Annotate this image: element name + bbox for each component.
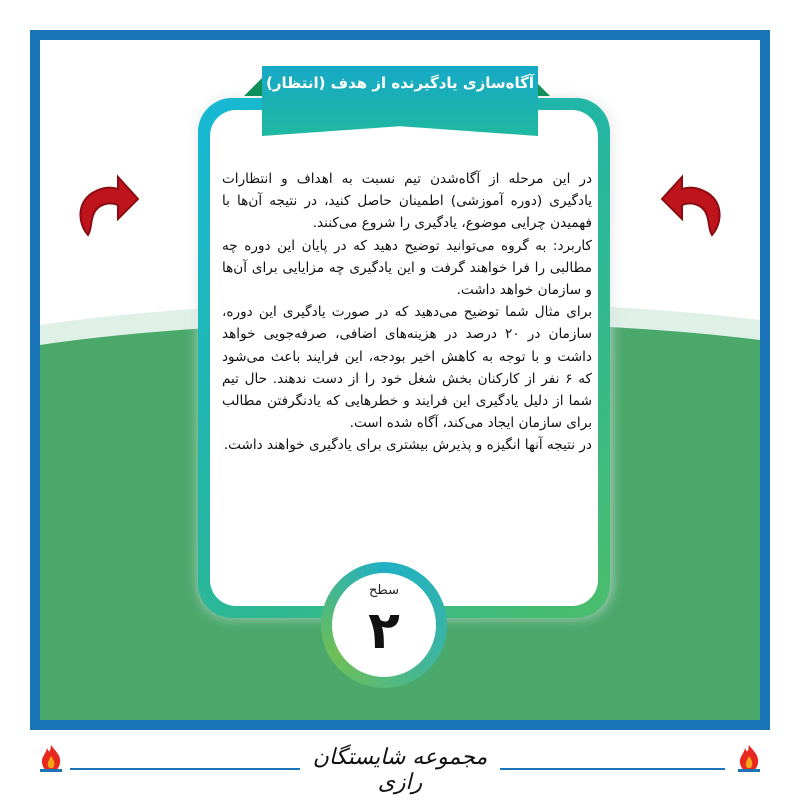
level-label: سطح [369, 583, 399, 598]
curved-arrow-icon [658, 165, 728, 245]
card-paragraph: در نتیجه آنها انگیزه و پذیرش بیشتری برای یادگیری خواهند داشت. [223, 437, 592, 454]
ribbon-title: آگاه‌سازی یادگیرنده از هدف (انتظار) [265, 74, 535, 92]
flame-logo-icon [732, 742, 766, 776]
card-paragraph: برای مثال شما توضیح می‌دهید که در صورت یادگیری این دوره، سازمان در ۲۰ درصد در هزینه‌های اضافی، صرفه‌جویی خواهد داشت و با توجه به کاهش اخیر بودجه، این فرایند باعث می‌شود که ۶ نفر از کارکنان بخش شغل خود را از دست ندهند. حال تیم شما از دلیل یادگیری این فرایند و خطرهایی که یادنگرفتن مطالب برای سازمان ایجاد می‌کند، آگاه شده است. [222, 304, 592, 432]
flame-logo-icon [34, 742, 68, 776]
footer-title: مجموعه شایستگان رازی [312, 745, 488, 795]
card-paragraph: در این مرحله از آگاه‌شدن تیم نسبت به اهداف و انتظارات یادگیری (دوره آموزشی) اطمینان حاصل کنید، در نتیجه آن‌ها با فهمیدن چرایی موضوع، یادگیری را شروع می‌کنند. [222, 171, 592, 232]
curved-arrow-icon [72, 165, 142, 245]
card-body-text [222, 168, 592, 548]
card-paragraph: کاربرد: به گروه می‌توانید توضیح دهید که در پایان این دوره چه مطالبی را فرا خواهند گرفت و این یادگیری چه مزایایی برای آن‌ها و سازمان خواهد داشت. [222, 237, 592, 299]
footer-divider-right [500, 768, 725, 770]
level-number: ۲ [368, 601, 400, 661]
footer-divider-left [70, 768, 300, 770]
